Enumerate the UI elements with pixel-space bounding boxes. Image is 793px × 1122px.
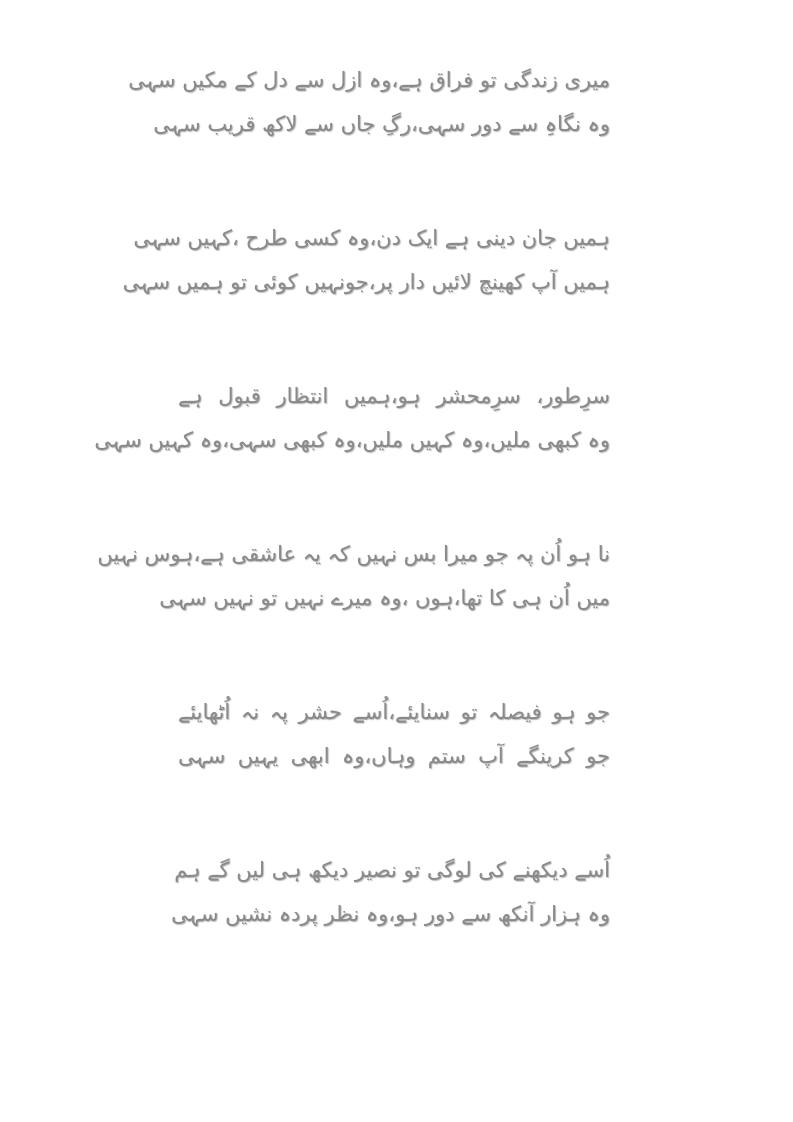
poem bbox=[94, 58, 610, 1006]
verse-line: وہ نگاہِ سے دور سہی،رگِ جاں سے لاکھ قریب سہی bbox=[153, 112, 610, 136]
verse-line: سرِطور، سرِمحشر ہو،ہمیں انتظار قبول ہے bbox=[178, 384, 610, 408]
verse-line: میں اُن ہی کا تھا،ہوں ،وہ میرے نہیں تو نہیں سہی bbox=[159, 586, 610, 610]
verse-line: میری زندگی تو فراق ہے،وہ ازل سے دل کے مکیں سہی bbox=[128, 68, 610, 92]
verse-line: ہمیں آپ کھینچ لائیں دار پر،جونہیں کوئی تو ہمیں سہی bbox=[122, 270, 610, 294]
verse-line: اُسے دیکھنے کی لوگی تو نصیر دیکھ ہی لیں گے ہم bbox=[174, 858, 610, 882]
verse-line: وہ کبھی ملیں،وہ کہیں ملیں،وہ کبھی سہی،وہ کہیں سہی bbox=[94, 428, 610, 452]
stanza-5 bbox=[178, 690, 610, 778]
stanza-1 bbox=[128, 58, 610, 146]
stanza-4 bbox=[97, 532, 610, 620]
verse-line: نا ہو اُن پہ جو میرا بس نہیں کہ یہ عاشقی ہے،ہوس نہیں bbox=[97, 542, 610, 566]
verse-line: جو ہو فیصلہ تو سنایئے،اُسے حشر پہ نہ اُٹھایئے bbox=[178, 700, 610, 724]
stanza-6 bbox=[171, 848, 610, 936]
verse-line: ہمیں جان دینی ہے ایک دن،وہ کسی طرح ،کہیں سہی bbox=[133, 226, 610, 250]
verse-line: جو کرینگے آپ ستم وہاں،وہ ابھی یہیں سہی bbox=[178, 744, 610, 768]
verse-line: وہ ہزار آنکھ سے دور ہو،وہ نظر پردہ نشیں سہی bbox=[171, 902, 610, 926]
stanza-3 bbox=[94, 374, 610, 462]
stanza-2 bbox=[122, 216, 610, 304]
